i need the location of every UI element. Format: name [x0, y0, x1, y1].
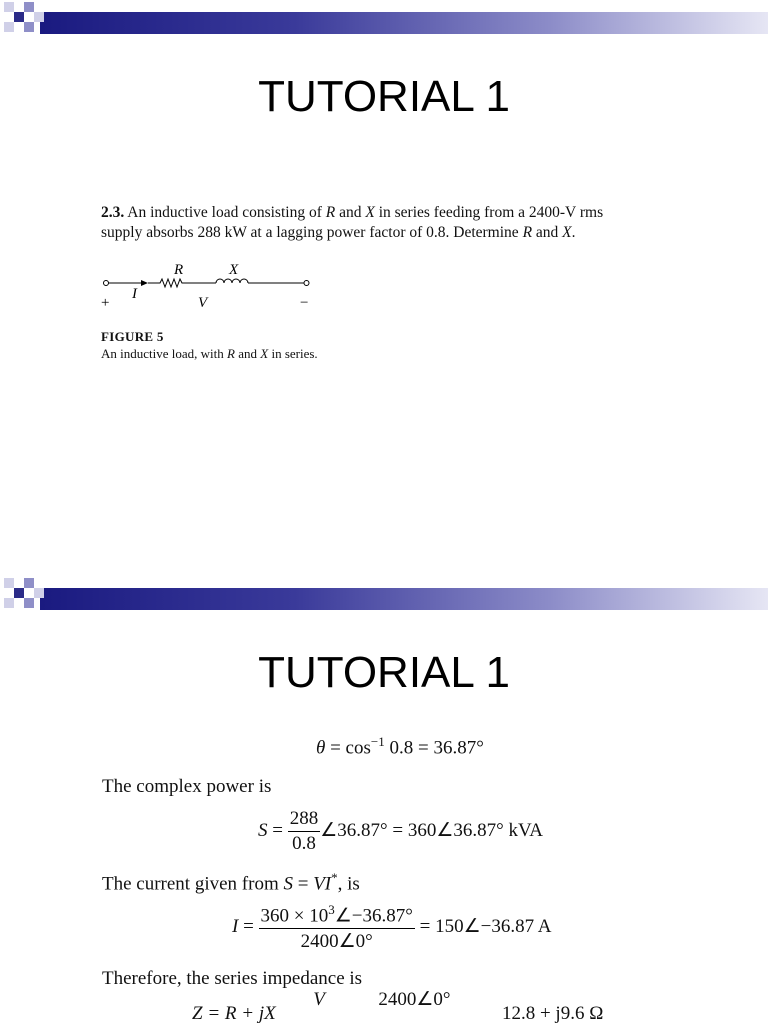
- numerator-exponent: 3: [328, 902, 335, 917]
- series-rl-circuit-diagram: [98, 258, 328, 314]
- label-I: I: [132, 286, 137, 302]
- decor-square: [24, 598, 34, 608]
- problem-text: .: [571, 224, 576, 241]
- symbol-Z: Z = R + jX: [192, 1003, 276, 1024]
- header-gradient-bar: [40, 588, 768, 610]
- figure-description: [101, 345, 318, 362]
- symbol-X: X: [260, 346, 269, 361]
- slide-title: TUTORIAL 1: [258, 72, 510, 121]
- denominator: 0.8: [292, 833, 316, 854]
- slide-2: [0, 576, 768, 1024]
- caption-text: and: [234, 346, 261, 361]
- equation-theta: [316, 734, 484, 759]
- text-part: The current given from: [102, 873, 284, 895]
- label-X: X: [229, 262, 239, 278]
- eq-superscript: −1: [370, 734, 385, 749]
- caption-text: in series.: [268, 346, 318, 361]
- decor-square: [4, 598, 14, 608]
- text-part: , is: [337, 873, 360, 895]
- text-impedance: Therefore, the series impedance is: [102, 968, 363, 989]
- numerator-2400: 2400∠0°: [378, 989, 451, 1010]
- symbol-VI: VI: [313, 873, 332, 895]
- decor-square: [24, 22, 34, 32]
- eq-part: =: [267, 819, 288, 841]
- eq-part: ∠36.87° = 360∠36.87° kVA: [320, 819, 543, 841]
- problem-text: supply absorbs 288 kW at a lagging power factor of 0.8. Determine: [101, 224, 523, 241]
- eq-part: 12.8 + j9.6 Ω: [501, 1003, 604, 1024]
- equation-I: [232, 902, 552, 953]
- slide-title: TUTORIAL 1: [258, 648, 510, 697]
- terminal-left: [104, 281, 109, 286]
- numerator-V: V: [313, 989, 325, 1010]
- problem-text: and: [335, 204, 366, 221]
- symbol-S: S: [258, 819, 268, 841]
- decor-square: [14, 588, 24, 598]
- decor-square: [4, 578, 14, 588]
- label-V: V: [198, 295, 208, 311]
- denominator: 2400∠0°: [300, 931, 373, 953]
- label-R: R: [174, 262, 184, 278]
- symbol-theta: θ: [316, 737, 326, 759]
- label-minus: −: [300, 295, 309, 311]
- numerator-part: ∠−36.87°: [334, 905, 413, 927]
- symbol-X: X: [562, 224, 572, 241]
- problem-number: 2.3.: [101, 204, 125, 221]
- symbol-I: I: [232, 916, 239, 938]
- text-current: [102, 870, 360, 895]
- problem-text: and: [532, 224, 563, 241]
- figure-caption: [101, 328, 318, 362]
- current-arrow-icon: [141, 280, 148, 286]
- decor-square: [4, 2, 14, 12]
- decor-square: [14, 12, 24, 22]
- fraction: [288, 808, 321, 855]
- eq-part: =: [238, 916, 259, 938]
- header-gradient-bar: [40, 12, 768, 34]
- decor-square: [34, 12, 44, 22]
- decor-square: [34, 588, 44, 598]
- problem-statement: [101, 203, 671, 243]
- resistor-symbol: [148, 279, 216, 287]
- symbol-R: R: [522, 224, 533, 241]
- decor-square: [24, 2, 34, 12]
- problem-text: An inductive load consisting of: [124, 204, 326, 221]
- label-plus: +: [101, 295, 110, 311]
- decor-square: [24, 578, 34, 588]
- problem-text: in series feeding from a 2400-V rms: [374, 204, 604, 221]
- numerator: [259, 902, 415, 929]
- eq-part: = cos: [325, 737, 371, 759]
- numerator-part: 360 × 10: [260, 905, 329, 927]
- conjugate-star: *: [331, 870, 338, 885]
- decor-square: [4, 22, 14, 32]
- eq-part: = 150∠−36.87 A: [414, 916, 552, 938]
- caption-text: An inductive load, with: [101, 346, 228, 361]
- numerator: 288: [288, 808, 321, 832]
- fraction: [259, 902, 415, 953]
- symbol-R: R: [325, 204, 336, 221]
- text-part: =: [292, 873, 314, 895]
- figure-label: FIGURE 5: [101, 329, 164, 344]
- symbol-S: S: [283, 873, 293, 895]
- equation-S: [258, 808, 543, 855]
- inductor-symbol: [216, 279, 248, 283]
- symbol-X: X: [365, 204, 375, 221]
- eq-part: 0.8 = 36.87°: [384, 737, 484, 759]
- symbol-R: R: [227, 346, 235, 361]
- equation-Z: [192, 989, 604, 1024]
- terminal-right: [304, 281, 309, 286]
- text-complex-power: The complex power is: [102, 776, 272, 797]
